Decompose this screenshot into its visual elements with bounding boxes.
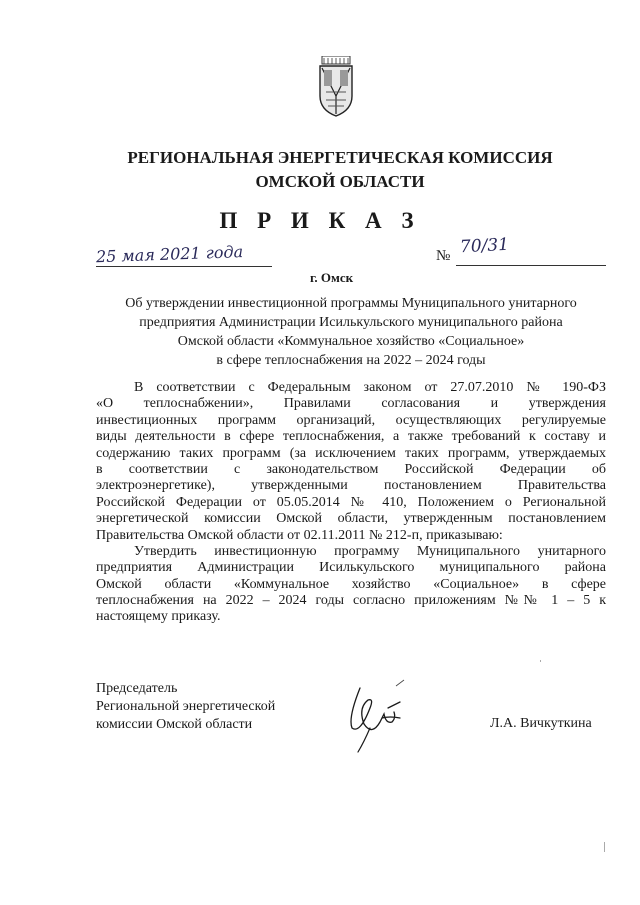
handwritten-order-number: 70/31: [459, 234, 510, 258]
subject-line: в сфере теплоснабжения на 2022 – 2024 годы: [216, 353, 486, 368]
body-line: инвестиционных программ организаций, осуществляющих регулируемые: [96, 412, 606, 428]
body-line: Омской области «Коммунальное хозяйство «Социальное» в сфере: [96, 576, 606, 592]
body-line: энергетической комиссии Омской области, утвержденным постановлением: [96, 511, 606, 527]
handwritten-signature-icon: [330, 678, 420, 756]
number-sign: №: [436, 248, 451, 264]
body-line: содержанию таких программ (за исключением таких программ, утверждаемых: [96, 445, 606, 461]
body-line: Утвердить инвестиционную программу Муниципального унитарного: [134, 543, 606, 559]
scan-artifact: [540, 660, 541, 662]
body-line: Правительства Омской области от 02.11.2011 № 212-п, приказываю:: [96, 527, 503, 543]
signatory-title-line: Председатель: [96, 681, 178, 696]
coat-of-arms-icon: [318, 56, 354, 118]
date-underline: [96, 266, 272, 267]
handwritten-date: 25 мая 2021 года: [95, 242, 244, 267]
signatory-title: [96, 680, 275, 734]
body-line: в соответствии с законодательством Российской Федерации об: [96, 461, 606, 477]
subject-line: предприятия Администрации Исилькульского муниципального района: [139, 315, 563, 330]
subject-line: Омской области «Коммунальное хозяйство «Социальное»: [177, 334, 525, 349]
signer-name: Л.А. Вичкуткина: [490, 716, 592, 731]
body-line: виды деятельности в сфере теплоснабжения, а также требований к составу и: [96, 429, 606, 445]
body-line: Российской Федерации от 05.05.2014 № 410, Положением о Региональной: [96, 494, 606, 510]
body-line: теплоснабжения на 2022 – 2024 годы согласно приложениям №№ 1 – 5 к: [96, 593, 606, 609]
org-line-2: ОМСКОЙ ОБЛАСТИ: [255, 172, 425, 191]
subject-line: Об утверждении инвестиционной программы Муниципального унитарного: [125, 296, 577, 311]
issuing-authority: [60, 146, 620, 194]
body-line: настоящему приказу.: [96, 609, 221, 625]
org-line-1: РЕГИОНАЛЬНАЯ ЭНЕРГЕТИЧЕСКАЯ КОМИССИЯ: [127, 148, 553, 167]
body-line: В соответствии с Федеральным законом от 27.07.2010 № 190-ФЗ: [134, 380, 606, 395]
body-line: «О теплоснабжении», Правилами согласования и утверждения: [96, 396, 606, 412]
order-subject: [96, 294, 606, 370]
document-type-title: П Р И К А З: [219, 208, 421, 233]
body-line: электроэнергетике), утвержденными постановлением Правительства: [96, 478, 606, 494]
signatory-title-line: комиссии Омской области: [96, 717, 253, 732]
signatory-title-line: Региональной энергетической: [96, 699, 276, 714]
number-underline: [456, 265, 606, 266]
city: г. Омск: [310, 270, 354, 285]
body-line: предприятия Администрации Исилькульского муниципального района: [96, 560, 606, 576]
order-body: [96, 380, 606, 626]
scan-artifact: [604, 842, 605, 852]
